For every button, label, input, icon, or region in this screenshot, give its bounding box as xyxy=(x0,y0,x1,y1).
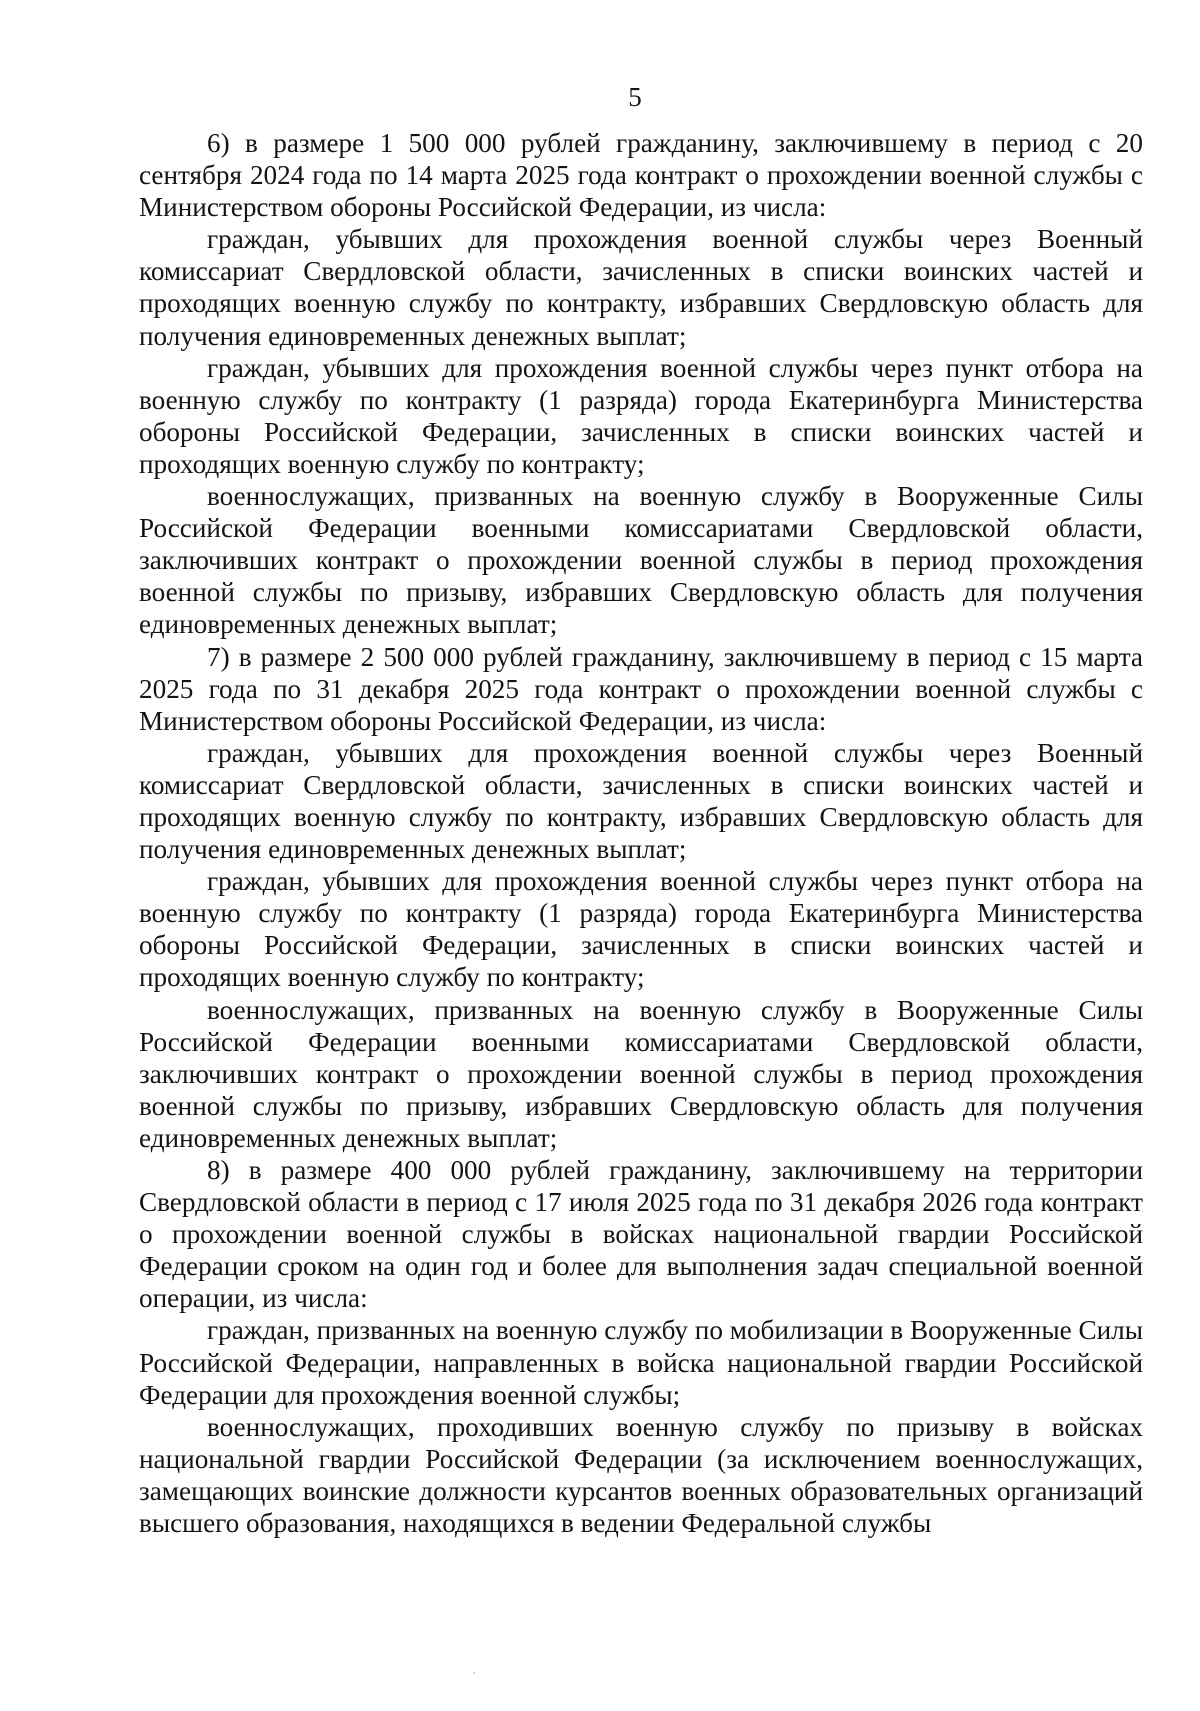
paragraph-subitem: граждан, убывших для прохождения военной службы через Военный комиссариат Свердловской области, зачисленных в списки воинских частей и проходящих военную службу по контракту, избравших Свердловскую область для получения единовременных денежных выплат; xyxy=(139,737,1143,865)
paragraph-item-8: 8) в размере 400 000 рублей гражданину, заключившему на территории Свердловской области в период с 17 июля 2025 года по 31 декабря 2026 года контракт о прохождении военной службы в войсках национальной гвардии Российской Федерации сроком на один год и более для выполнения задач специальной военной операции, из числа: xyxy=(139,1155,1143,1314)
paragraph-subitem: военнослужащих, призванных на военную службу в Вооруженные Силы Российской Федерации военными комиссариатами Свердловской области, заключивших контракт о прохождении военной службы в период прохождения военной службы по призыву, избравших Свердловскую область для получения единовременных денежных выплат; xyxy=(139,481,1143,640)
page-number: 5 xyxy=(628,82,642,112)
paragraph-subitem: граждан, убывших для прохождения военной службы через пункт отбора на военную службу по контракту (1 разряда) города Екатеринбурга Министерства обороны Российской Федерации, зачисленных в списки воинских частей и проходящих военную службу по контракту; xyxy=(139,866,1143,993)
paragraph-item-7: 7) в размере 2 500 000 рублей гражданину, заключившему в период с 15 марта 2025 года по 31 декабря 2025 года контракт о прохождении военной службы с Министерством обороны Российской Федерации, из числа: xyxy=(139,641,1143,736)
document-body xyxy=(139,127,1143,1539)
scan-artifact xyxy=(473,1672,475,1674)
paragraph-subitem: граждан, призванных на военную службу по мобилизации в Вооруженные Силы Российской Федерации, направленных в войска национальной гвардии Российской Федерации для прохождения военной службы; xyxy=(139,1315,1143,1410)
paragraph-item-6: 6) в размере 1 500 000 рублей гражданину, заключившему в период с 20 сентября 2024 года по 14 марта 2025 года контракт о прохождении военной службы с Министерством обороны Российской Федерации, из числа: xyxy=(139,128,1143,223)
paragraph-subitem: военнослужащих, проходивших военную службу по призыву в войсках национальной гвардии Российской Федерации (за исключением военнослужащих, замещающих воинские должности курсантов военных образовательных организаций высшего образования, находящихся в ведении Федеральной службы xyxy=(139,1411,1143,1539)
paragraph-subitem: граждан, убывших для прохождения военной службы через Военный комиссариат Свердловской области, зачисленных в списки воинских частей и проходящих военную службу по контракту, избравших Свердловскую область для получения единовременных денежных выплат; xyxy=(139,224,1143,351)
paragraph-subitem: военнослужащих, призванных на военную службу в Вооруженные Силы Российской Федерации военными комиссариатами Свердловской области, заключивших контракт о прохождении военной службы в период прохождения военной службы по призыву, избравших Свердловскую область для получения единовременных денежных выплат; xyxy=(139,994,1143,1153)
paragraph-subitem: граждан, убывших для прохождения военной службы через пункт отбора на военную службу по контракту (1 разряда) города Екатеринбурга Министерства обороны Российской Федерации, зачисленных в списки воинских частей и проходящих военную службу по контракту; xyxy=(139,352,1143,479)
